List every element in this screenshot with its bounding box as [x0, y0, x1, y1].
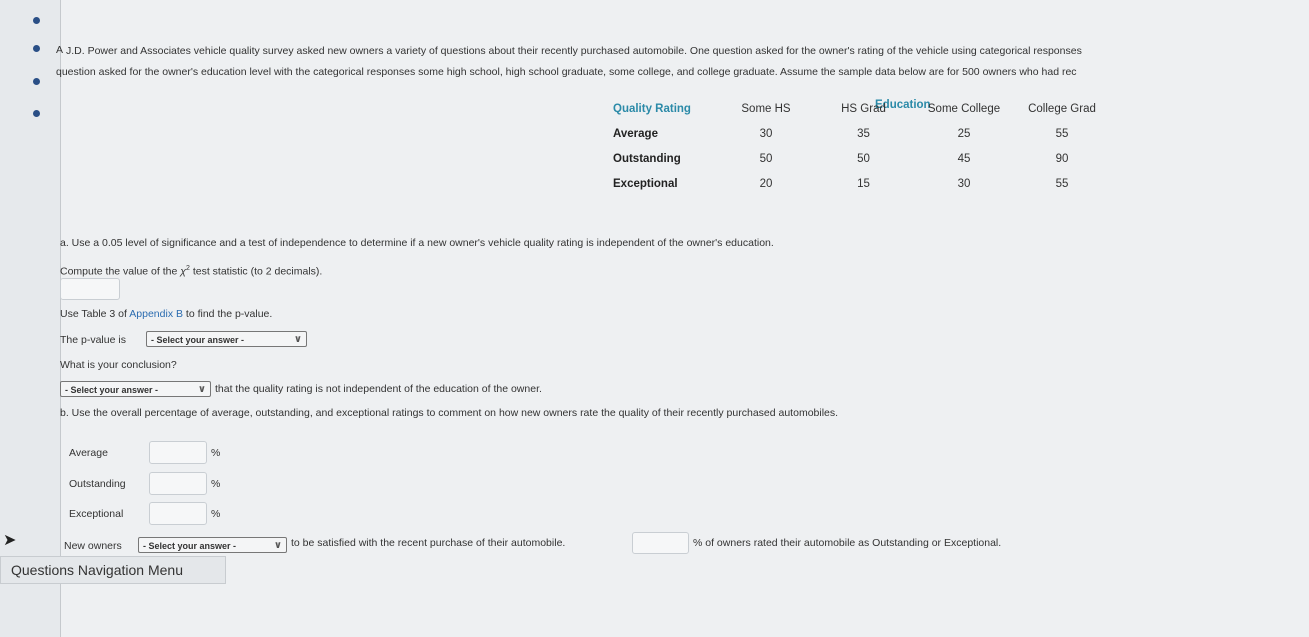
- table-header-row: [605, 96, 1122, 121]
- exceptional-percent-input[interactable]: [149, 502, 207, 525]
- outstanding-label: Outstanding: [69, 478, 126, 490]
- table-row: [605, 146, 1122, 171]
- questions-navigation-menu[interactable]: Questions Navigation Menu: [0, 556, 226, 584]
- table-cell: 55: [1055, 127, 1069, 140]
- chevron-down-icon: ∨: [197, 384, 206, 395]
- column-header: HS Grad: [841, 102, 886, 115]
- use-table-text: [60, 307, 272, 321]
- use-table-suffix: to find the p-value.: [185, 308, 273, 320]
- compute-chi-prompt: [60, 262, 322, 279]
- exceptional-label: Exceptional: [69, 508, 124, 520]
- chi-symbol: χ: [180, 265, 186, 278]
- column-header: College Grad: [1028, 102, 1096, 115]
- average-percent-unit: %: [211, 447, 221, 459]
- row-label: Average: [613, 127, 658, 140]
- average-percent-input[interactable]: [149, 441, 207, 464]
- nav-dot-2[interactable]: [33, 45, 40, 52]
- outstanding-percent-input[interactable]: [149, 472, 207, 495]
- table-cell: 55: [1055, 177, 1069, 190]
- row-label: Outstanding: [613, 152, 681, 165]
- column-header: Some HS: [741, 102, 791, 115]
- use-table-prefix: Use Table 3 of: [60, 308, 127, 320]
- pvalue-select-label: - Select your answer -: [151, 335, 245, 345]
- compute-suffix: test statistic (to 2 decimals).: [192, 265, 323, 278]
- average-label: Average: [69, 447, 108, 459]
- pvalue-select[interactable]: [146, 331, 307, 347]
- quality-rating-header: Quality Rating: [613, 102, 691, 115]
- satisfied-text: to be satisfied with the recent purchase of their automobile.: [291, 537, 566, 549]
- column-header: Some College: [927, 102, 1001, 115]
- table-row: [605, 171, 1122, 196]
- table-cell: 45: [957, 152, 971, 165]
- part-b-question: b. Use the overall percentage of average, outstanding, and exceptional ratings to comment on how new owners rate the quality of their recently purchased automobiles.: [60, 407, 839, 419]
- row-label: Exceptional: [613, 177, 678, 190]
- chevron-down-icon: ∨: [293, 334, 302, 345]
- table-cell: 90: [1055, 152, 1069, 165]
- exceptional-percent-unit: %: [211, 508, 221, 520]
- data-table: [605, 96, 1122, 196]
- chi-square-input[interactable]: [60, 278, 120, 300]
- table-cell: 30: [957, 177, 971, 190]
- table-row: [605, 121, 1122, 146]
- conclusion-select[interactable]: [60, 381, 211, 397]
- table-cell: 35: [857, 127, 870, 140]
- conclusion-question: What is your conclusion?: [60, 359, 177, 371]
- intro-line-1: J.D. Power and Associates vehicle quality survey asked new owners a variety of questions about their recently purchased automobile. One question asked for the owner's rating of the vehicle using categorical responses: [66, 45, 1082, 57]
- nav-dot-4[interactable]: [33, 110, 40, 117]
- outstanding-exceptional-percent-input[interactable]: [632, 532, 689, 554]
- percent-owners-text: % of owners rated their automobile as Outstanding or Exceptional.: [693, 537, 1002, 549]
- conclusion-select-label: - Select your answer -: [65, 385, 159, 395]
- new-owners-label: New owners: [64, 540, 122, 552]
- intro-line-2: question asked for the owner's education level with the categorical responses some high school, high school graduate, some college, and college graduate. Assume the sample data below are for 500 owners who had rec: [56, 66, 1077, 78]
- table-cell: 30: [759, 127, 773, 140]
- table-cell: 20: [759, 177, 773, 190]
- nav-dot-1[interactable]: [33, 17, 40, 24]
- new-owners-select-label: - Select your answer -: [143, 541, 237, 551]
- table-cell: 15: [857, 177, 870, 190]
- conclusion-suffix: that the quality rating is not independent of the education of the owner.: [215, 383, 542, 395]
- table-cell: 25: [957, 127, 971, 140]
- table-cell: 50: [759, 152, 773, 165]
- part-a-question: a. Use a 0.05 level of significance and a test of independence to determine if a new owner's vehicle quality rating is independent of the owner's education.: [60, 237, 774, 249]
- new-owners-select[interactable]: [138, 537, 287, 553]
- chi-superscript: 2: [185, 265, 190, 272]
- table-cell: 50: [857, 152, 870, 165]
- appendix-b-link[interactable]: Appendix B: [129, 308, 183, 320]
- pvalue-label: The p-value is: [60, 334, 126, 346]
- compute-prefix: Compute the value of the: [60, 265, 178, 278]
- outstanding-percent-unit: %: [211, 478, 221, 490]
- question-letter: A: [56, 44, 64, 56]
- nav-dot-3[interactable]: [33, 78, 40, 85]
- chevron-down-icon: ∨: [273, 540, 282, 551]
- education-header: Education: [875, 99, 931, 111]
- mouse-cursor-icon: ➤: [3, 532, 17, 549]
